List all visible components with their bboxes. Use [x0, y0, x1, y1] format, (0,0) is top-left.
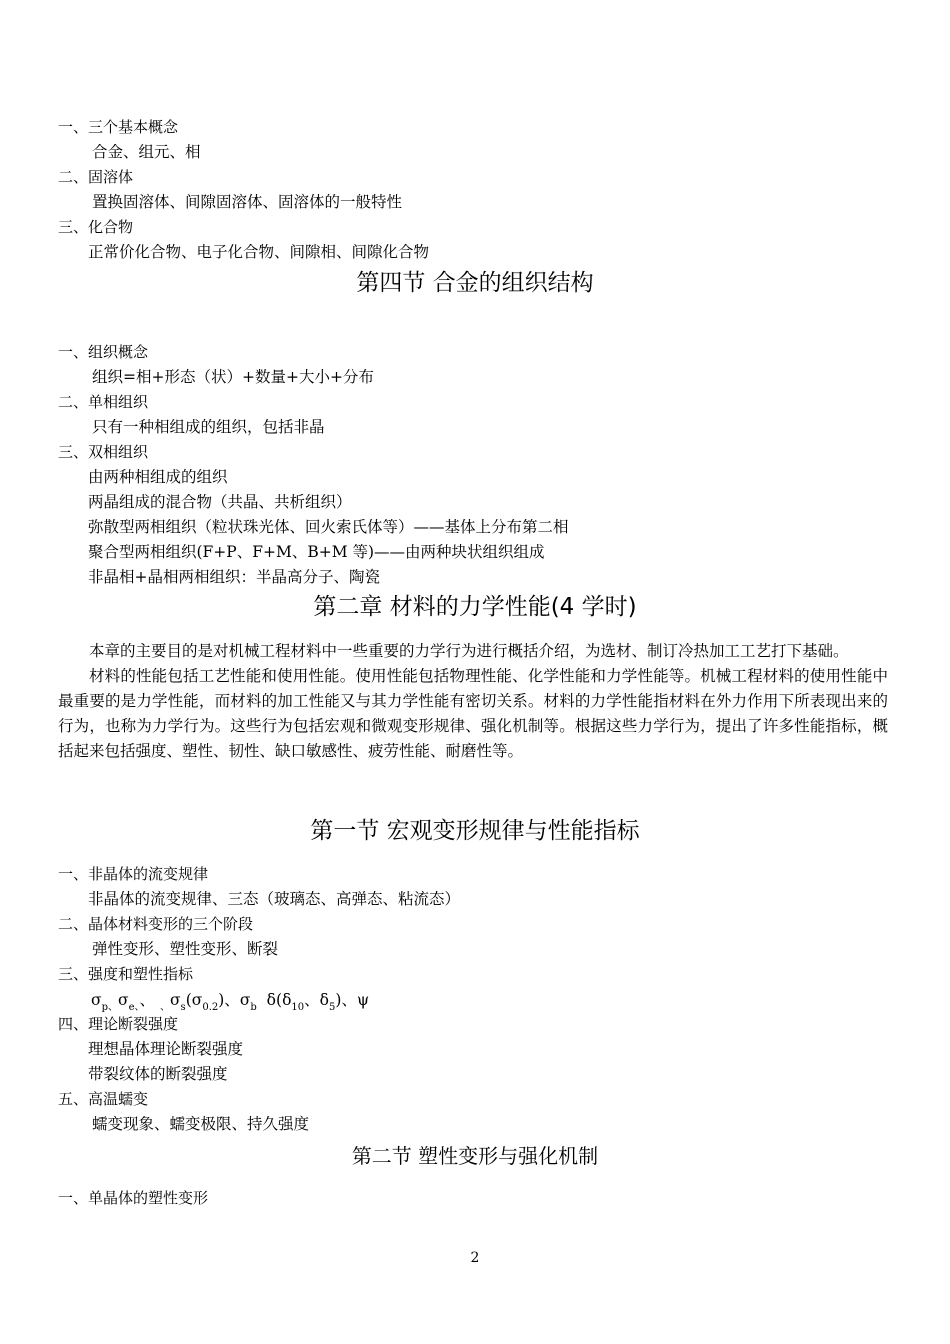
heading-theoretical-fracture: 四、理论断裂强度 [58, 1015, 179, 1033]
text-theoretical-fracture: 理想晶体理论断裂强度 [88, 1040, 244, 1058]
text-structure-concept: 组织=相+形态（状）+数量+大小+分布 [92, 368, 374, 386]
heading-three-stages: 二、晶体材料变形的三个阶段 [58, 915, 254, 933]
text-theoretical-fracture: 带裂纹体的断裂强度 [88, 1065, 228, 1083]
symbol-sigma: σ [91, 991, 102, 1009]
heading-dual-phase: 三、双相组织 [58, 443, 149, 461]
heading-amorphous-flow: 一、非晶体的流变规律 [58, 865, 209, 883]
heading-single-phase: 二、单相组织 [58, 393, 149, 411]
text-high-temp-creep: 蠕变现象、蠕变极限、持久强度 [92, 1115, 310, 1133]
page-number: 2 [470, 1250, 480, 1266]
text-compound: 正常价化合物、电子化合物、间隙相、间隙化合物 [88, 243, 430, 261]
symbol-psi: ψ [356, 991, 370, 1009]
section-title-plastic-deformation: 第二节 塑性变形与强化机制 [351, 1144, 599, 1168]
text-dual-phase-line: 由两种相组成的组织 [88, 468, 228, 486]
text-dual-phase-line: 聚合型两相组织(F+P、F+M、B+M 等)——由两种块状组织组成 [88, 543, 545, 561]
heading-high-temp-creep: 五、高温蠕变 [58, 1090, 149, 1108]
text-three-stages: 弹性变形、塑性变形、断裂 [92, 940, 279, 958]
heading-basic-concepts: 一、三个基本概念 [58, 118, 179, 136]
heading-compound: 三、化合物 [58, 218, 134, 236]
text-dual-phase-line: 两晶组成的混合物（共晶、共析组织） [88, 493, 352, 511]
heading-strength-indices: 三、强度和塑性指标 [58, 965, 194, 983]
text-dual-phase-line: 弥散型两相组织（粒状珠光体、回火索氏体等）——基体上分布第二相 [88, 518, 569, 536]
text-basic-concepts: 合金、组元、相 [92, 143, 201, 161]
chapter-intro-paragraph [58, 639, 888, 764]
text-dual-phase-line: 非晶相+晶相两相组织：半晶高分子、陶瓷 [88, 568, 380, 586]
paragraph-purpose: 本章的主要目的是对机械工程材料中一些重要的力学行为进行概括介绍，为选材、制订冷热加工工艺打下基础。 [89, 642, 849, 660]
chapter-title-mechanical-properties: 第二章 材料的力学性能(4 学时) [313, 594, 637, 620]
strength-symbols-line: $\sigma_{p、}\sigma_{e、}$、 $_、\sigma_s(\sigma_{0.2})$、$\sigma_b$ $\delta(\delta_{10}$、$\delta_5$)、ψ [91, 991, 370, 1013]
text-solid-solution: 置换固溶体、间隙固溶体、固溶体的一般特性 [92, 193, 403, 211]
heading-solid-solution: 二、固溶体 [58, 168, 134, 186]
symbol-delta: δ [266, 991, 277, 1009]
text-amorphous-flow: 非晶体的流变规律、三态（玻璃态、高弹态、粘流态） [88, 890, 461, 908]
section-title-macro-deformation: 第一节 宏观变形规律与性能指标 [310, 818, 640, 844]
heading-structure-concept: 一、组织概念 [58, 343, 149, 361]
section-title-alloy-structure: 第四节 合金的组织结构 [356, 270, 594, 296]
text-single-phase: 只有一种相组成的组织，包括非晶 [92, 418, 325, 436]
paragraph-properties: 材料的性能包括工艺性能和使用性能。使用性能包括物理性能、化学性能和力学性能等。机械工程材料的使用性能中最重要的是力学性能，而材料的加工性能又与其力学性能有密切关系。材料的力学性能指材料在外力作用下所表现出来的行为，也称为力学行为。这些行为包括宏观和微观变形规律、强化机制等。根据这些力学行为，提出了许多性能指标，概括起来包括强度、塑性、韧性、缺口敏感性、疲劳性能、耐磨性等。 [58, 667, 888, 760]
heading-single-crystal: 一、单晶体的塑性变形 [58, 1189, 209, 1207]
